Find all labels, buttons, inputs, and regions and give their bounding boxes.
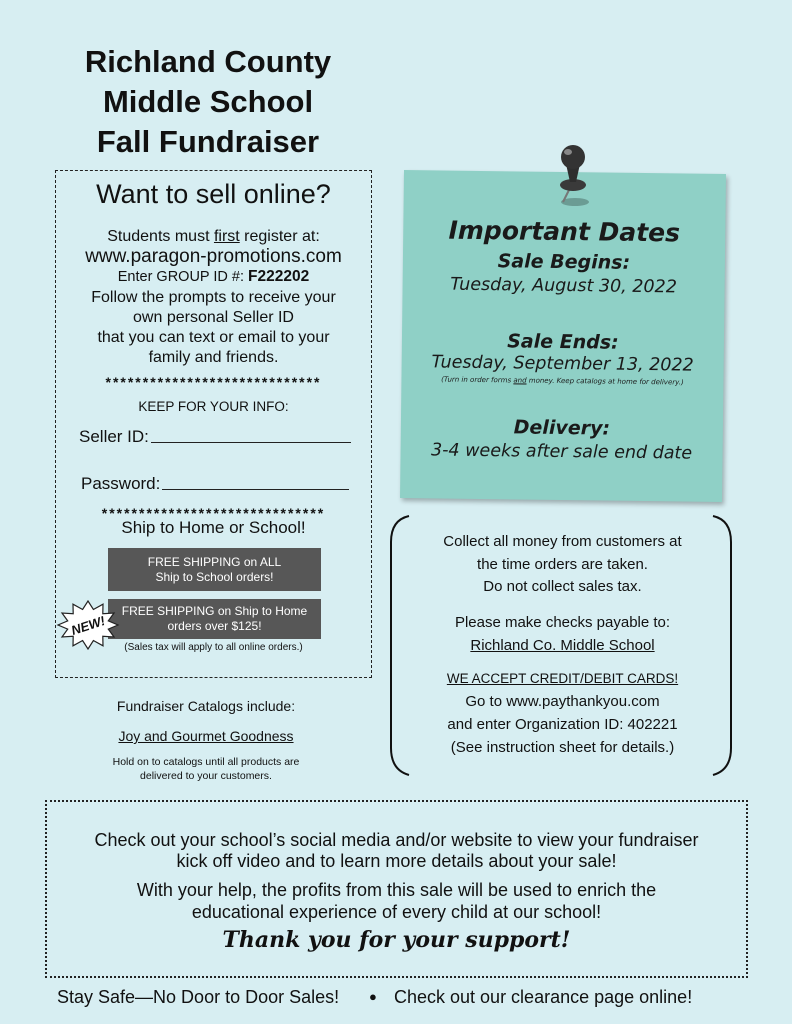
ship-heading: Ship to Home or School! (121, 518, 306, 537)
sale-ends-date: Tuesday, September 13, 2022 (431, 352, 694, 376)
ship-to-home-banner (108, 599, 321, 639)
catalog-note-line-1: Hold on to catalogs until all products are (112, 756, 300, 768)
message-p1-line-1: Check out your school’s social media and/or website to view your fundraiser (94, 830, 699, 850)
flyer-title (58, 42, 358, 162)
thank-you-text: Thank you for your support! (222, 927, 571, 953)
sale-begins-date: Tuesday, August 30, 2022 (450, 274, 678, 298)
cards-line-3: (See instruction sheet for details.) (450, 739, 675, 756)
instruction-line-2: own personal Seller ID (133, 309, 294, 326)
ship-to-school-line-1: FREE SHIPPING on ALL (147, 554, 282, 569)
register-suffix: register at: (239, 228, 320, 245)
dates-heading: Important Dates (448, 215, 681, 248)
collect-line-2: the time orders are taken. (477, 556, 648, 573)
pushpin-icon (545, 142, 601, 208)
new-badge-label: NEW! (69, 612, 107, 638)
sale-ends-label: Sale Ends: (507, 330, 619, 354)
keep-info-label: KEEP FOR YOUR INFO: (138, 399, 289, 414)
footer-bullet: ● (369, 989, 377, 1004)
new-starburst-badge (56, 599, 120, 651)
sales-tax-note: (Sales tax will apply to all online orders.) (124, 642, 303, 653)
group-id-value: F222202 (248, 268, 310, 285)
cards-heading: WE ACCEPT CREDIT/DEBIT CARDS! (446, 671, 679, 686)
message-p2-line-2: educational experience of every child at our school! (191, 902, 602, 922)
footer-right: Check out our clearance page online! (394, 987, 693, 1007)
message-box (45, 800, 748, 978)
password-label: Password: (81, 474, 161, 493)
delivery-label: Delivery: (513, 416, 611, 440)
sale-begins-label: Sale Begins: (497, 250, 631, 274)
cards-line-2: and enter Organization ID: 402221 (447, 716, 678, 733)
collect-line-3: Do not collect sales tax. (483, 578, 642, 595)
collect-line-1: Collect all money from customers at (443, 533, 682, 550)
seller-id-label: Seller ID: (79, 427, 149, 446)
ship-to-school-line-2: Ship to School orders! (155, 569, 274, 584)
ship-to-home-line-2: orders over $125! (167, 619, 262, 633)
message-p2-line-1: With your help, the profits from this sale will be used to enrich the (136, 880, 657, 900)
register-emphasis: first (213, 228, 240, 245)
cards-line-1: Go to www.paythankyou.com (465, 693, 660, 710)
seller-website: www.paragon-promotions.com (85, 246, 342, 267)
message-p1-line-2: kick off video and to learn more details about your sale! (176, 851, 617, 871)
footer-left: Stay Safe—No Door to Door Sales! (57, 987, 340, 1007)
catalogs-heading: Fundraiser Catalogs include: (116, 698, 296, 714)
payment-info-section (385, 512, 740, 780)
catalog-name: Joy and Gourmet Goodness (118, 728, 294, 744)
group-id-label: Enter GROUP ID #: (117, 269, 244, 285)
ship-to-school-banner (108, 548, 321, 591)
sell-online-heading: Want to sell online? (96, 179, 331, 209)
instruction-line-3: that you can text or email to your (97, 329, 330, 346)
password-blank-line (162, 489, 349, 490)
group-id-line (56, 267, 371, 287)
check-payee: Richland Co. Middle School (470, 637, 655, 654)
star-divider: ****************************** (101, 505, 326, 521)
sale-ends-note-pre: (Turn in order forms (441, 375, 514, 385)
register-prefix: Students must (107, 228, 214, 245)
star-divider: ***************************** (105, 374, 322, 390)
instruction-line-4: family and friends. (148, 349, 279, 366)
title-line-1: Richland County (84, 44, 332, 79)
instruction-line-1: Follow the prompts to receive your (91, 289, 336, 306)
title-line-3: Fall Fundraiser (96, 124, 320, 159)
sale-ends-note-emph: and (513, 376, 527, 385)
register-instruction (56, 227, 371, 247)
sell-online-panel (55, 170, 372, 678)
sale-ends-note-post: money. Keep catalogs at home for delivery.) (526, 376, 684, 387)
seller-id-field (79, 423, 351, 447)
password-field (81, 470, 349, 494)
seller-id-blank-line (151, 442, 351, 443)
important-dates-note (400, 170, 726, 502)
ship-to-home-line-1: FREE SHIPPING on Ship to Home (121, 604, 308, 618)
title-line-2: Middle School (102, 84, 314, 119)
catalog-note-line-2: delivered to your customers. (140, 770, 272, 782)
checks-label: Please make checks payable to: (454, 614, 671, 631)
delivery-timeframe: 3-4 weeks after sale end date (430, 440, 693, 464)
